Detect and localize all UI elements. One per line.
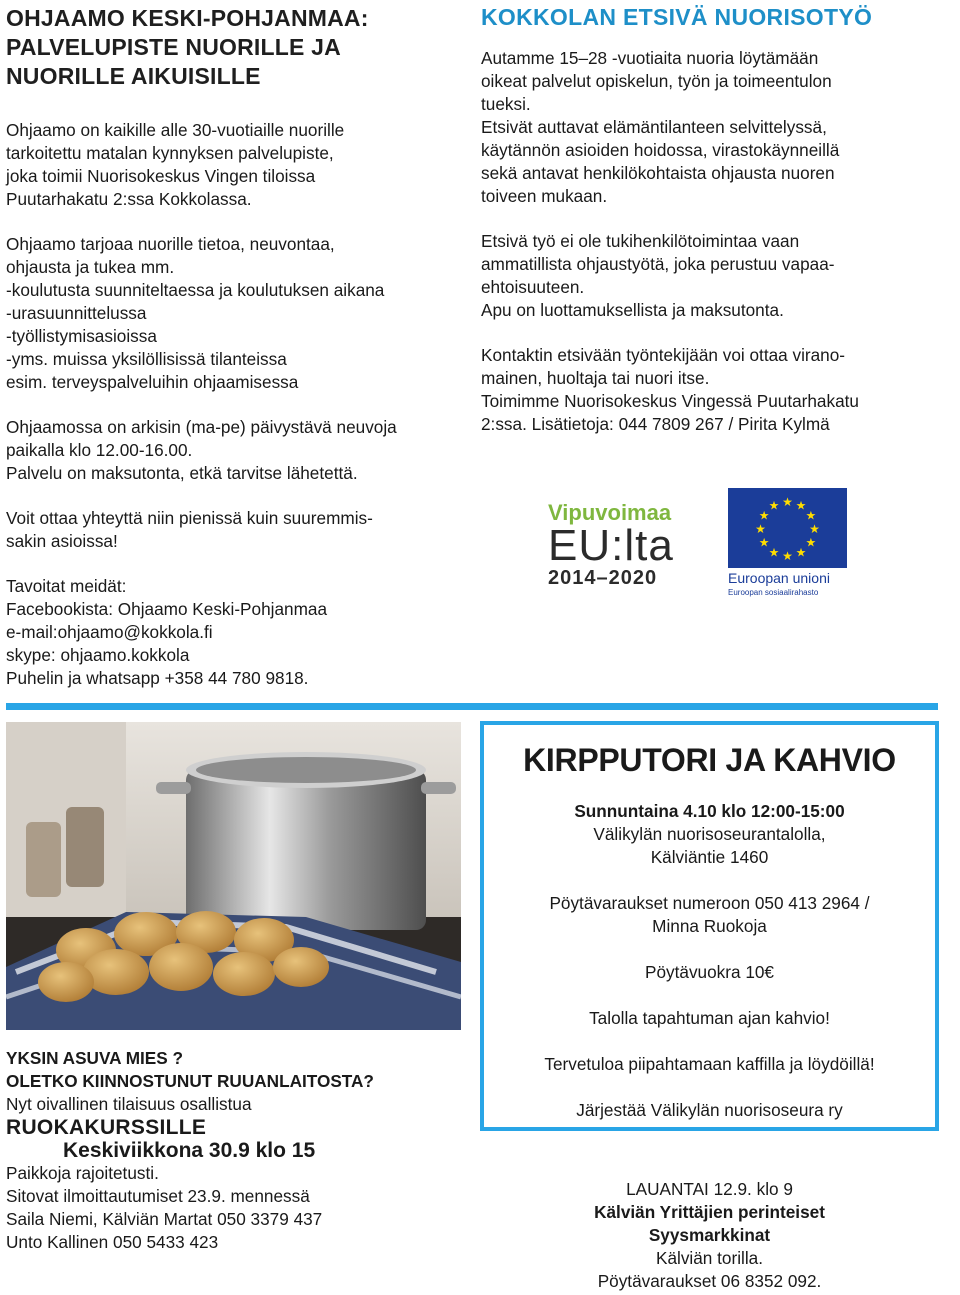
email-line: e-mail:ohjaamo@kokkola.fi [6, 622, 213, 642]
market-booking: Pöytävaraukset 06 8352 092. [597, 1271, 822, 1291]
text-line: ohjausta ja tukea mm. [6, 257, 175, 277]
text-line: -työllistymisasioissa [6, 326, 157, 346]
flea-market-place-line: Välikylän nuorisoseurantalolla, [593, 824, 826, 844]
flea-market-date: Sunnuntaina 4.10 klo 12:00-15:00 [574, 801, 845, 821]
course-line: Paikkoja rajoitetusti. [6, 1163, 159, 1183]
skype-line: skype: ohjaamo.kokkola [6, 645, 190, 665]
text-line: Ohjaamossa on arkisin (ma-pe) päivystävä neuvoja [6, 417, 397, 437]
text-line: Etsivät auttavat elämäntilanteen selvittelyssä, [481, 117, 827, 137]
vipuvoimaa-logo-line: Vipuvoimaa [548, 500, 672, 525]
flea-market-booking-line: Pöytävaraukset numeroon 050 413 2964 / [549, 893, 870, 913]
svg-text:★: ★ [795, 545, 807, 560]
etsiva-paragraph [481, 344, 941, 436]
text-line: Puutarhakatu 2:ssa Kokkolassa. [6, 189, 252, 209]
ohjaamo-title-line: PALVELUPISTE NUORILLE JA [6, 34, 341, 60]
ohjaamo-contact-details [6, 575, 461, 690]
autumn-market-section [480, 1178, 939, 1293]
text-line: oikeat palvelut opiskelun, työn ja toimeentulon [481, 71, 832, 91]
eu-stars-icon [728, 488, 847, 568]
eu-logo-title: Euroopan unioni [728, 570, 830, 586]
text-line: käytännön asioiden hoidossa, virastokäynneillä [481, 140, 840, 160]
svg-text:★: ★ [758, 535, 770, 550]
etsiva-section [481, 4, 941, 458]
text-line: Palvelu on maksutonta, etkä tarvitse lähetettä. [6, 463, 358, 483]
svg-text:★: ★ [768, 498, 780, 513]
text-line: Apu on luottamuksellista ja maksutonta. [481, 300, 784, 320]
market-name: Syysmarkkinat [648, 1225, 771, 1245]
text-line: 2:ssa. Lisätietoja: 044 7809 267 / Pirita Kylmä [481, 414, 830, 434]
svg-text:★: ★ [805, 535, 817, 550]
text-line: Voit ottaa yhteyttä niin pienissä kuin suuremmis- [6, 508, 373, 528]
eu-flag-icon [728, 488, 847, 568]
flea-market-cafe: Talolla tapahtuman ajan kahvio! [589, 1008, 830, 1028]
ohjaamo-section [6, 4, 461, 712]
svg-text:★: ★ [755, 522, 766, 536]
etsiva-paragraph [481, 47, 941, 208]
text-line: Kontaktin etsivään työntekijään voi ottaa virano- [481, 345, 846, 365]
text-line: esim. terveyspalveluihin ohjaamisessa [6, 372, 299, 392]
course-line: Sitovat ilmoittautumiset 23.9. mennessä [6, 1186, 310, 1206]
svg-text:★: ★ [782, 495, 793, 509]
course-question: YKSIN ASUVA MIES ? [6, 1048, 183, 1068]
vipuvoimaa-logo-line: EU:lta [548, 521, 674, 570]
svg-text:★: ★ [795, 498, 807, 513]
text-line: Tavoitat meidät: [6, 576, 127, 596]
text-line: Etsivä työ ei ole tukihenkilötoimintaa vaan [481, 231, 800, 251]
course-when: Keskiviikkona 30.9 klo 15 [63, 1139, 316, 1162]
course-contact-line: Unto Kallinen 050 5433 423 [6, 1232, 219, 1252]
text-line: paikalla klo 12.00-16.00. [6, 440, 193, 460]
flea-market-booking-line: Minna Ruokoja [652, 916, 767, 936]
flea-market-rent: Pöytävuokra 10€ [645, 962, 774, 982]
course-question: OLETKO KIINNOSTUNUT RUUANLAITOSTA? [6, 1071, 374, 1091]
course-contact-line: Saila Niemi, Kälviän Martat 050 3379 437 [6, 1209, 323, 1229]
course-name: RUOKAKURSSILLE [6, 1116, 207, 1139]
text-line: Ohjaamo on kaikille alle 30-vuotiaille nuorille [6, 120, 345, 140]
svg-text:★: ★ [782, 549, 793, 563]
svg-text:★: ★ [768, 545, 780, 560]
flea-market-box [480, 721, 939, 1131]
ohjaamo-title-line: NUORILLE AIKUISILLE [6, 63, 261, 89]
market-place: Kälviän torilla. [656, 1248, 763, 1268]
svg-text:★: ★ [805, 508, 817, 523]
etsiva-title: KOKKOLAN ETSIVÄ NUORISOTYÖ [481, 4, 873, 30]
market-date: LAUANTAI 12.9. klo 9 [626, 1179, 793, 1199]
ohjaamo-hours-paragraph [6, 416, 461, 485]
text-line: Autamme 15–28 -vuotiaita nuoria löytämään [481, 48, 819, 68]
flea-market-place-line: Kälviäntie 1460 [650, 847, 769, 867]
market-name: Kälviän Yrittäjien perinteiset [594, 1202, 825, 1222]
vipuvoimaa-logo [548, 500, 693, 595]
text-line: -koulutusta suunniteltaessa ja koulutuksen aikana [6, 280, 385, 300]
text-line: Toimimme Nuorisokeskus Vingessä Puutarhakatu [481, 391, 859, 411]
eu-logo-subtitle: Euroopan sosiaalirahasto [728, 588, 819, 597]
text-line: sakin asioissa! [6, 531, 118, 551]
text-line: -urasuunnittelussa [6, 303, 147, 323]
svg-text:★: ★ [758, 508, 770, 523]
text-line: tarkoitettu matalan kynnyksen palvelupiste, [6, 143, 334, 163]
eu-logo [728, 488, 847, 603]
course-intro: Nyt oivallinen tilaisuus osallistua [6, 1094, 252, 1114]
flea-market-welcome: Tervetuloa piipahtamaan kaffilla ja löydöillä! [544, 1054, 875, 1074]
text-line: ehtoisuuteen. [481, 277, 585, 297]
section-divider [6, 703, 938, 710]
ohjaamo-title-line: OHJAAMO KESKI-POHJANMAA: [6, 5, 369, 31]
potatoes-pot-photo [6, 722, 461, 1030]
text-line: Ohjaamo tarjoaa nuorille tietoa, neuvontaa, [6, 234, 335, 254]
text-line: mainen, huoltaja tai nuori itse. [481, 368, 710, 388]
text-line: sekä antavat henkilökohtaista ohjausta nuoren [481, 163, 835, 183]
text-line: toiveen mukaan. [481, 186, 608, 206]
text-line: ammatillista ohjaustyötä, joka perustuu vapaa- [481, 254, 835, 274]
etsiva-paragraph [481, 230, 941, 322]
flea-market-organizer: Järjestää Välikylän nuorisoseura ry [576, 1100, 843, 1120]
ohjaamo-services-paragraph [6, 233, 461, 394]
ohjaamo-contact-invite-paragraph [6, 507, 461, 553]
phone-line: Puhelin ja whatsapp +358 44 780 9818. [6, 668, 309, 688]
ohjaamo-title [6, 4, 461, 91]
cooking-course-section [6, 1047, 476, 1254]
text-line: -yms. muissa yksilöllisissä tilanteissa [6, 349, 287, 369]
svg-text:★: ★ [809, 522, 820, 536]
kitchen-photo-illustration [6, 722, 461, 1030]
funding-logos [548, 488, 848, 603]
text-line: Facebookista: Ohjaamo Keski-Pohjanmaa [6, 599, 327, 619]
flea-market-title: KIRPPUTORI JA KAHVIO [523, 742, 896, 778]
text-line: tueksi. [481, 94, 531, 114]
vipuvoimaa-logo-line: 2014–2020 [548, 567, 658, 589]
text-line: joka toimii Nuorisokeskus Vingen tiloissa [6, 166, 316, 186]
ohjaamo-intro-paragraph [6, 119, 461, 211]
